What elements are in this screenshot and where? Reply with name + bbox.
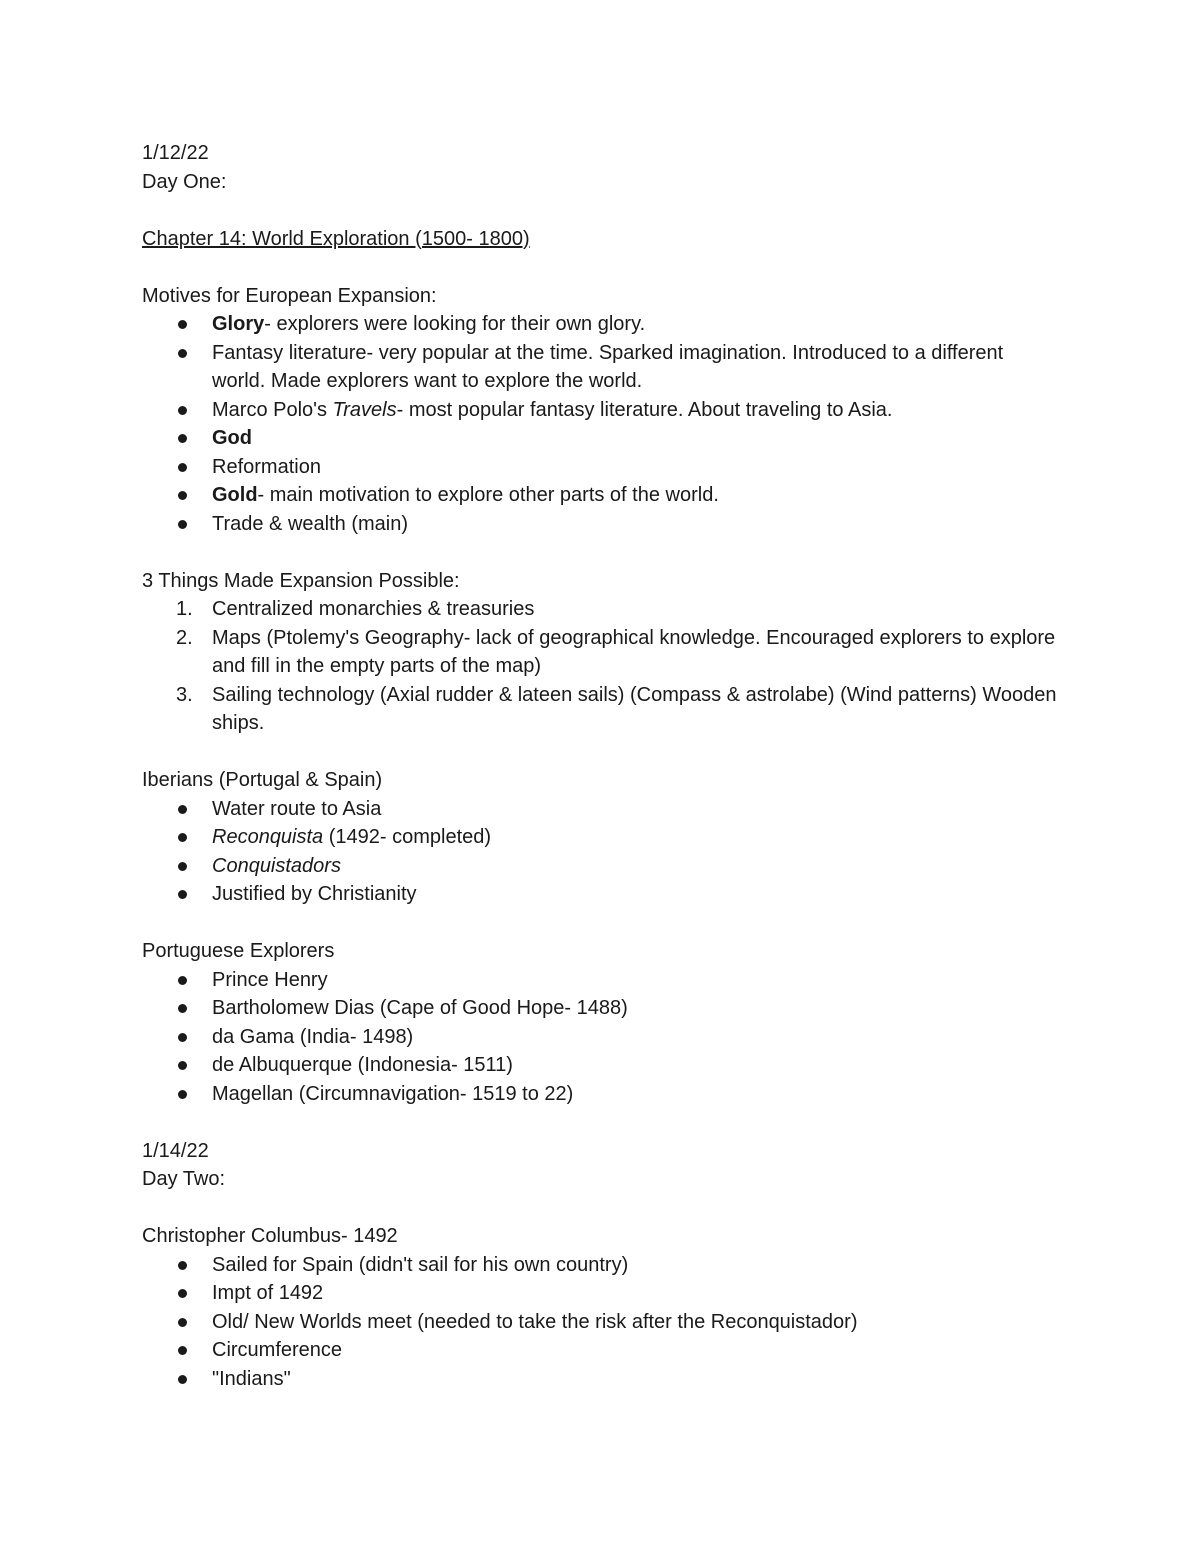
bullet-icon <box>178 833 187 842</box>
bullet-icon <box>178 1033 187 1042</box>
bullet-icon <box>178 976 187 985</box>
date-day-two: 1/14/22 <box>142 1139 209 1162</box>
list-item: 1. Centralized monarchies & treasuries <box>176 598 535 620</box>
bullet-icon <box>178 320 187 329</box>
motives-heading: Motives for European Expansion: <box>142 284 437 307</box>
bullet-icon <box>178 349 187 358</box>
bullet-icon <box>178 520 187 529</box>
document-page <box>142 139 1062 1393</box>
list-item: Reformation <box>142 453 1062 482</box>
list-item: Magellan (Circumnavigation- 1519 to 22) <box>142 1080 1062 1109</box>
list-item: Impt of 1492 <box>142 1279 1062 1308</box>
date-day-one: 1/12/22 <box>142 142 209 164</box>
possible-list <box>142 595 1062 738</box>
list-item: Old/ New Worlds meet (needed to take the risk after the Reconquistador) <box>142 1308 1062 1337</box>
possible-heading: 3 Things Made Expansion Possible: <box>142 569 460 592</box>
bullet-icon <box>178 1090 187 1099</box>
bullet-icon <box>178 862 187 871</box>
columbus-heading: Christopher Columbus- 1492 <box>142 1225 398 1247</box>
list-item: "Indians" <box>142 1365 1062 1394</box>
bullet-icon <box>178 1261 187 1270</box>
bullet-icon <box>178 805 187 814</box>
list-item: Justified by Christianity <box>142 880 1062 909</box>
list-item: Conquistadors <box>142 852 1062 881</box>
bullet-icon <box>178 890 187 899</box>
list-item: Circumference <box>142 1336 1062 1365</box>
list-item: Water route to Asia <box>142 795 1062 824</box>
bullet-icon <box>178 1318 187 1327</box>
list-item: Reconquista (1492- completed) <box>142 823 1062 852</box>
bullet-icon <box>178 491 187 500</box>
list-item: Marco Polo's Travels- most popular fantasy literature. About traveling to Asia. <box>142 396 1062 425</box>
iberians-heading: Iberians (Portugal & Spain) <box>142 769 383 791</box>
portuguese-list <box>142 966 1062 1109</box>
list-item: Fantasy literature- very popular at the time. Sparked imagination. Introduced to a different world. Made explorers want to explore the world. <box>142 339 1062 396</box>
chapter-title: Chapter 14: World Exploration (1500- 1800) <box>142 227 530 250</box>
bullet-icon <box>178 463 187 472</box>
list-item: Glory- explorers were looking for their own glory. <box>142 310 1062 339</box>
bullet-icon <box>178 1375 187 1384</box>
bullet-icon <box>178 1061 187 1070</box>
bullet-icon <box>178 434 187 443</box>
bullet-icon <box>178 1346 187 1355</box>
portuguese-heading: Portuguese Explorers <box>142 940 335 962</box>
day-one-label: Day One: <box>142 170 227 193</box>
motives-list <box>142 310 1062 538</box>
columbus-list <box>142 1251 1062 1394</box>
list-item: 2. Maps (Ptolemy's Geography- lack of geographical knowledge. Encouraged explorers to explore and fill in the empty parts of the map) <box>176 626 1056 677</box>
bullet-icon <box>178 1289 187 1298</box>
list-item: da Gama (India- 1498) <box>142 1023 1062 1052</box>
list-item: Prince Henry <box>142 966 1062 995</box>
list-item: de Albuquerque (Indonesia- 1511) <box>142 1051 1062 1080</box>
list-item: Sailed for Spain (didn't sail for his own country) <box>142 1251 1062 1280</box>
list-item: Trade & wealth (main) <box>142 510 1062 539</box>
bullet-icon <box>178 1004 187 1013</box>
bullet-icon <box>178 406 187 415</box>
list-item: 3. Sailing technology (Axial rudder & lateen sails) (Compass & astrolabe) (Wind patterns) Wooden ships. <box>176 683 1057 734</box>
list-item: Gold- main motivation to explore other parts of the world. <box>142 481 1062 510</box>
day-two-label: Day Two: <box>142 1168 225 1190</box>
list-item: God <box>142 424 1062 453</box>
iberians-list <box>142 795 1062 909</box>
list-item: Bartholomew Dias (Cape of Good Hope- 1488) <box>142 994 1062 1023</box>
